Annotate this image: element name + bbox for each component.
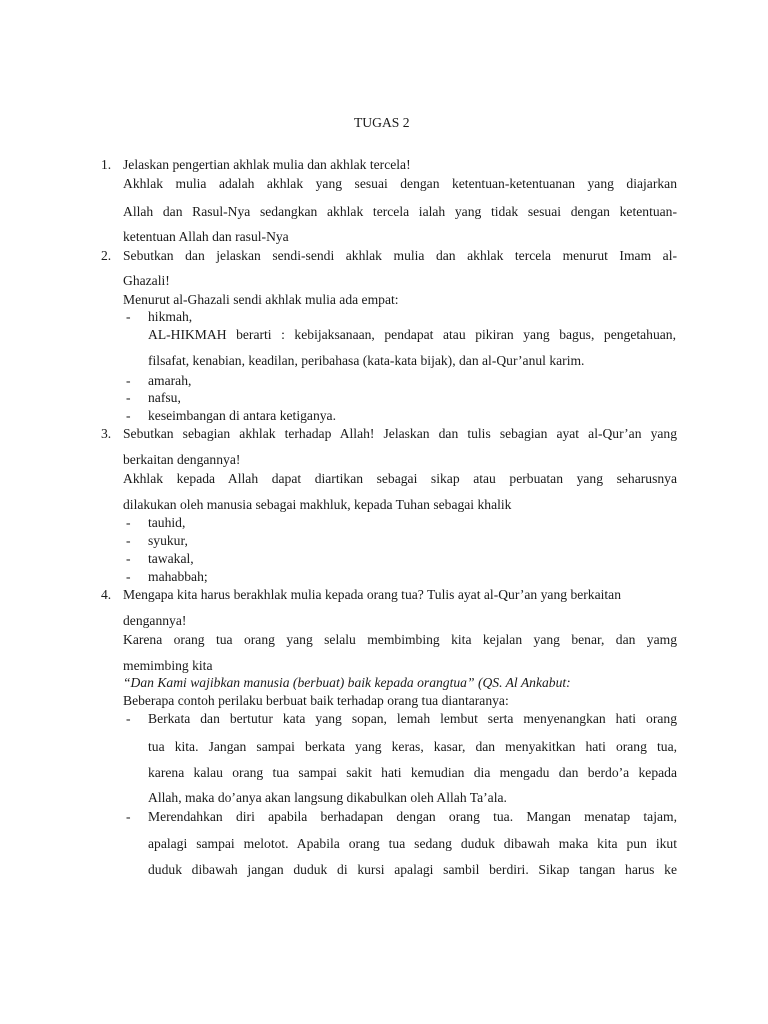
q2-question-line-2: Ghazali! [123, 273, 170, 288]
q4-example-2-line-1: Merendahkan diri apabila berhadapan dengan orang tua. Mangan menatap tajam, [148, 809, 677, 824]
q2-question-line-1: Sebutkan dan jelaskan sendi-sendi akhlak mulia dan akhlak tercela menurut Imam al- [123, 248, 677, 263]
list-dash: - [126, 309, 131, 324]
q3-item-4: mahabbah; [148, 569, 208, 584]
list-dash: - [126, 551, 131, 566]
q4-example-2-line-3: duduk dibawah jangan duduk di kursi apalagi sambil berdiri. Sikap tangan harus ke [148, 862, 677, 877]
q4-answer-line-1: Karena orang tua orang yang selalu membimbing kita kejalan yang benar, dan yamg [123, 632, 677, 647]
q1-number: 1. [101, 157, 112, 172]
q3-question-line-1: Sebutkan sebagian akhlak terhadap Allah! Jelaskan dan tulis sebagian ayat al-Qur’an yang [123, 426, 677, 441]
q3-answer-line-1: Akhlak kepada Allah dapat diartikan sebagai sikap atau perbuatan yang seharusnya [123, 471, 677, 486]
q1-answer-line-2: Allah dan Rasul-Nya sedangkan akhlak tercela ialah yang tidak sesuai dengan ketentuan- [123, 204, 677, 219]
list-dash: - [126, 809, 131, 824]
list-dash: - [126, 533, 131, 548]
q4-answer-line-2: memimbing kita [123, 658, 213, 673]
q2-item-1-desc-2: filsafat, kenabian, keadilan, peribahasa (kata-kata bijak), dan al-Qur’anul karim. [148, 353, 585, 368]
page-title: TUGAS 2 [354, 115, 410, 130]
q4-examples-intro: Beberapa contoh perilaku berbuat baik terhadap orang tua diantaranya: [123, 693, 509, 708]
q2-item-1: hikmah, [148, 309, 193, 324]
q2-item-3: nafsu, [148, 390, 181, 405]
q2-item-2: amarah, [148, 373, 192, 388]
q3-question-line-2: berkaitan dengannya! [123, 452, 241, 467]
list-dash: - [126, 390, 131, 405]
q2-item-1-desc-1: AL-HIKMAH berarti : kebijaksanaan, pendapat atau pikiran yang bagus, pengetahuan, [148, 327, 676, 342]
q4-example-1-line-3: karena kalau orang tua sampai sakit hati kemudian dia mengadu dan berdo’a kepada [148, 765, 677, 780]
q2-intro: Menurut al-Ghazali sendi akhlak mulia ada empat: [123, 292, 399, 307]
list-dash: - [126, 569, 131, 584]
q4-quran-quote: “Dan Kami wajibkan manusia (berbuat) baik kepada orangtua” (QS. Al Ankabut: [123, 675, 571, 690]
q3-number: 3. [101, 426, 112, 441]
q3-item-1: tauhid, [148, 515, 186, 530]
q4-example-1-line-1: Berkata dan bertutur kata yang sopan, lemah lembut serta menyenangkan hati orang [148, 711, 677, 726]
q1-answer-line-3: ketentuan Allah dan rasul-Nya [123, 229, 289, 244]
q4-question-line-1: Mengapa kita harus berakhlak mulia kepada orang tua? Tulis ayat al-Qur’an yang berkaitan [123, 587, 622, 602]
q4-example-1-line-4: Allah, maka do’anya akan langsung dikabulkan oleh Allah Ta’ala. [148, 790, 507, 805]
q4-number: 4. [101, 587, 112, 602]
q2-item-4: keseimbangan di antara ketiganya. [148, 408, 336, 423]
q4-example-2-line-2: apalagi sampai melotot. Apabila orang tua sedang duduk dibawah maka kita pun ikut [148, 836, 677, 851]
q3-answer-line-2: dilakukan oleh manusia sebagai makhluk, kepada Tuhan sebagai khalik [123, 497, 512, 512]
q1-answer-line-1: Akhlak mulia adalah akhlak yang sesuai dengan ketentuan-ketentuanan yang diajarkan [123, 176, 677, 191]
list-dash: - [126, 711, 131, 726]
q3-item-3: tawakal, [148, 551, 194, 566]
q1-question: Jelaskan pengertian akhlak mulia dan akhlak tercela! [123, 157, 411, 172]
list-dash: - [126, 373, 131, 388]
list-dash: - [126, 408, 131, 423]
q3-item-2: syukur, [148, 533, 188, 548]
q2-number: 2. [101, 248, 112, 263]
q4-question-line-2: dengannya! [123, 613, 187, 628]
list-dash: - [126, 515, 131, 530]
q4-example-1-line-2: tua kita. Jangan sampai berkata yang keras, kasar, dan menyakitkan hati orang tua, [148, 739, 677, 754]
